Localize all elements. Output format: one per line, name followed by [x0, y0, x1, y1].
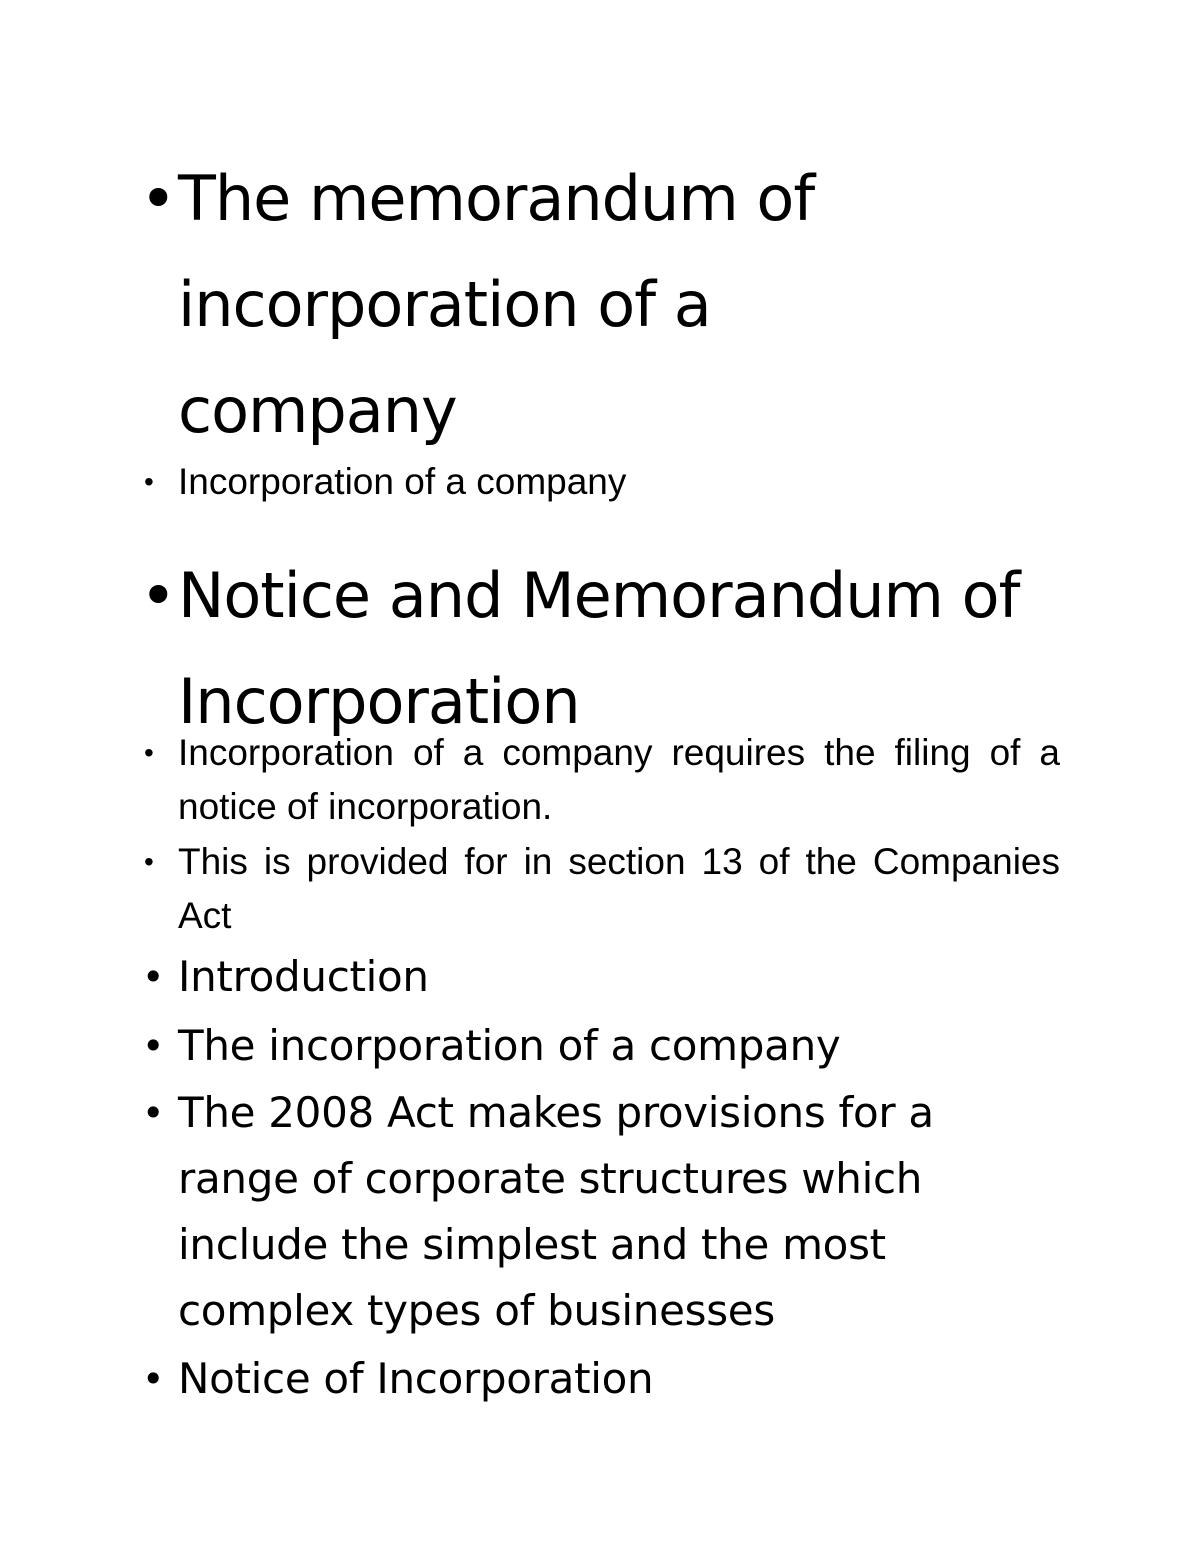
bullet-item-paragraph [140, 835, 1060, 943]
bullet-icon: • [142, 1357, 165, 1401]
bullet-icon: • [142, 1091, 165, 1135]
bullet-item-act-provisions [140, 1080, 1000, 1344]
bullet-item-introduction [140, 944, 1060, 1010]
bullet-text: This is provided for in section 13 of the Companies Act [178, 841, 1060, 936]
bullet-text: The incorporation of a company [178, 1021, 841, 1070]
bullet-item-subheading [140, 455, 1060, 509]
bullet-text: The memorandum of incorporation of a company [178, 162, 815, 447]
bullet-text: Notice and Memorandum of Incorporation [178, 559, 1020, 738]
bullet-icon: • [144, 466, 154, 497]
bullet-icon: • [140, 559, 176, 632]
bullet-icon: • [144, 846, 154, 877]
bullet-text: Incorporation of a company requires the filing of a notice of incorporation. [178, 732, 1060, 827]
bullet-text: Notice of Incorporation [178, 1354, 654, 1403]
bullet-text: The 2008 Act makes provisions for a range of corporate structures which include the simplest and the most complex types of businesses [178, 1088, 934, 1335]
bullet-text: Introduction [178, 952, 429, 1001]
bullet-item-heading-notice [140, 543, 1040, 755]
bullet-item-heading-memorandum [140, 146, 940, 464]
bullet-text: Incorporation of a company [178, 461, 627, 502]
bullet-icon: • [142, 1024, 165, 1068]
bullet-item-notice-of-incorporation [140, 1346, 1060, 1412]
bullet-item-paragraph [140, 726, 1060, 834]
bullet-icon: • [144, 737, 154, 768]
bullet-icon: • [142, 955, 165, 999]
bullet-icon: • [140, 162, 176, 235]
bullet-item-incorporation [140, 1013, 1060, 1079]
